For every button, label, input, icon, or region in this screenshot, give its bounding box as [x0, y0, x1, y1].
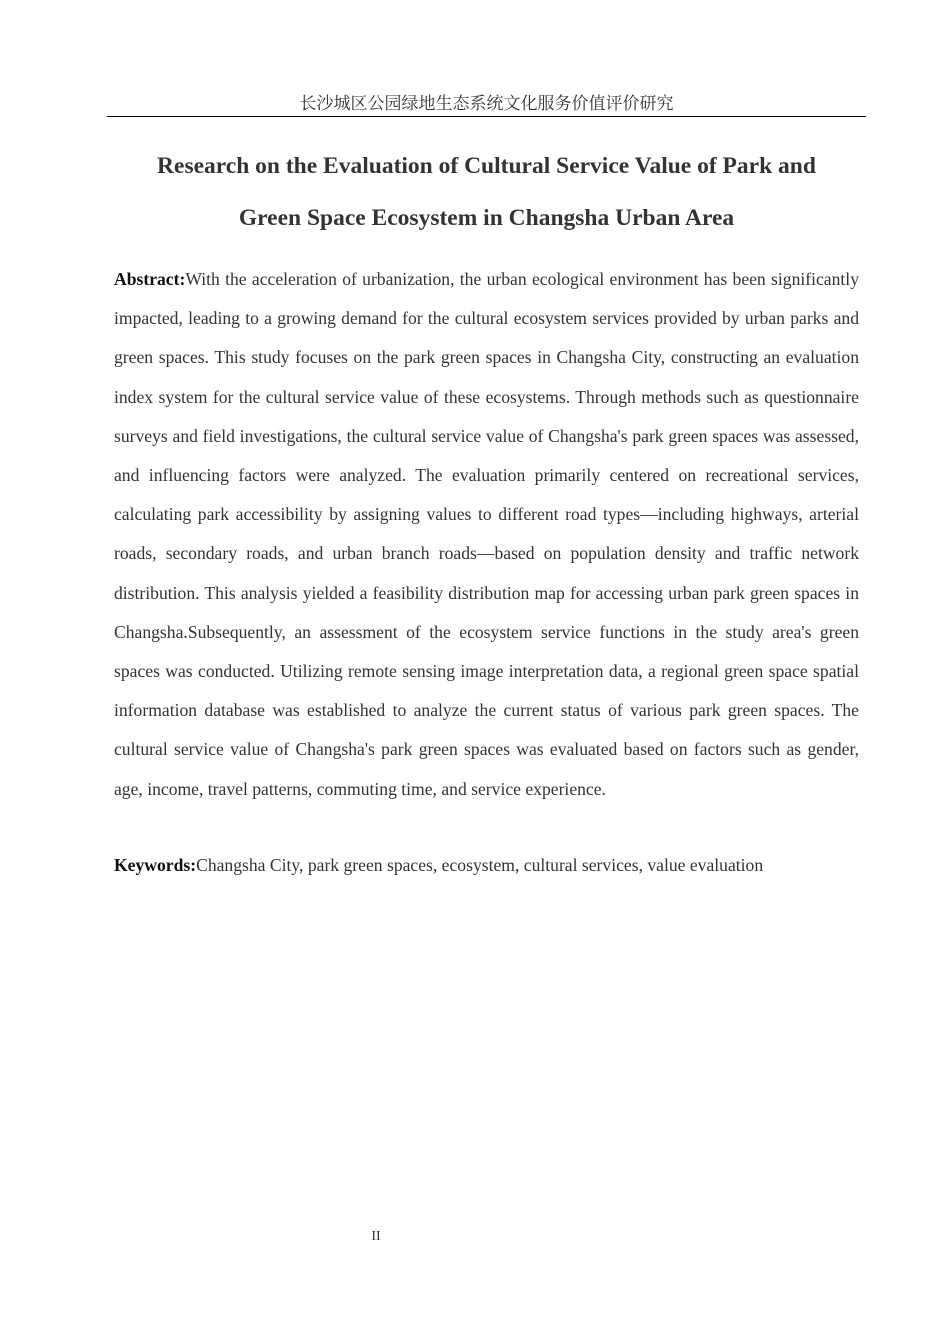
keywords-text: Changsha City, park green spaces, ecosystem, cultural services, value evaluation [196, 855, 764, 875]
abstract-label: Abstract: [114, 269, 186, 289]
keywords-label: Keywords: [114, 855, 197, 875]
header-rule [107, 116, 866, 117]
paper-title [107, 140, 866, 244]
keywords-paragraph [114, 850, 859, 880]
title-line-2: Green Space Ecosystem in Changsha Urban Area [238, 205, 735, 231]
running-header: 长沙城区公园绿地生态系统文化服务价值评价研究 [299, 94, 674, 114]
abstract-text: With the acceleration of urbanization, the urban ecological environment has been significantly impacted, leading to a growing demand for the cultural ecosystem services provided by urban parks and green spaces. This study focuses on the park green spaces in Changsha City, constructing an evaluation index system for the cultural service value of these ecosystems. Through methods such as questionnaire surveys and field investigations, the cultural service value of Changsha's park green spaces was assessed, and influencing factors were analyzed. The evaluation primarily centered on recreational services, calculating park accessibility by assigning values to different road types—including highways, arterial roads, secondary roads, and urban branch roads—based on population density and traffic network distribution. This analysis yielded a feasibility distribution map for accessing urban park green spaces in Changsha.Subsequently, an assessment of the ecosystem service functions in the study area's green spaces was conducted. Utilizing remote sensing image interpretation data, a regional green space spatial information database was established to analyze the current status of various park green spaces. The cultural service value of Changsha's park green spaces was evaluated based on factors such as gender, age, income, travel patterns, commuting time, and service experience. [114, 269, 859, 799]
abstract-paragraph [114, 260, 859, 809]
page-number: II [371, 1229, 381, 1244]
title-line-1: Research on the Evaluation of Cultural Service Value of Park and [157, 153, 816, 179]
